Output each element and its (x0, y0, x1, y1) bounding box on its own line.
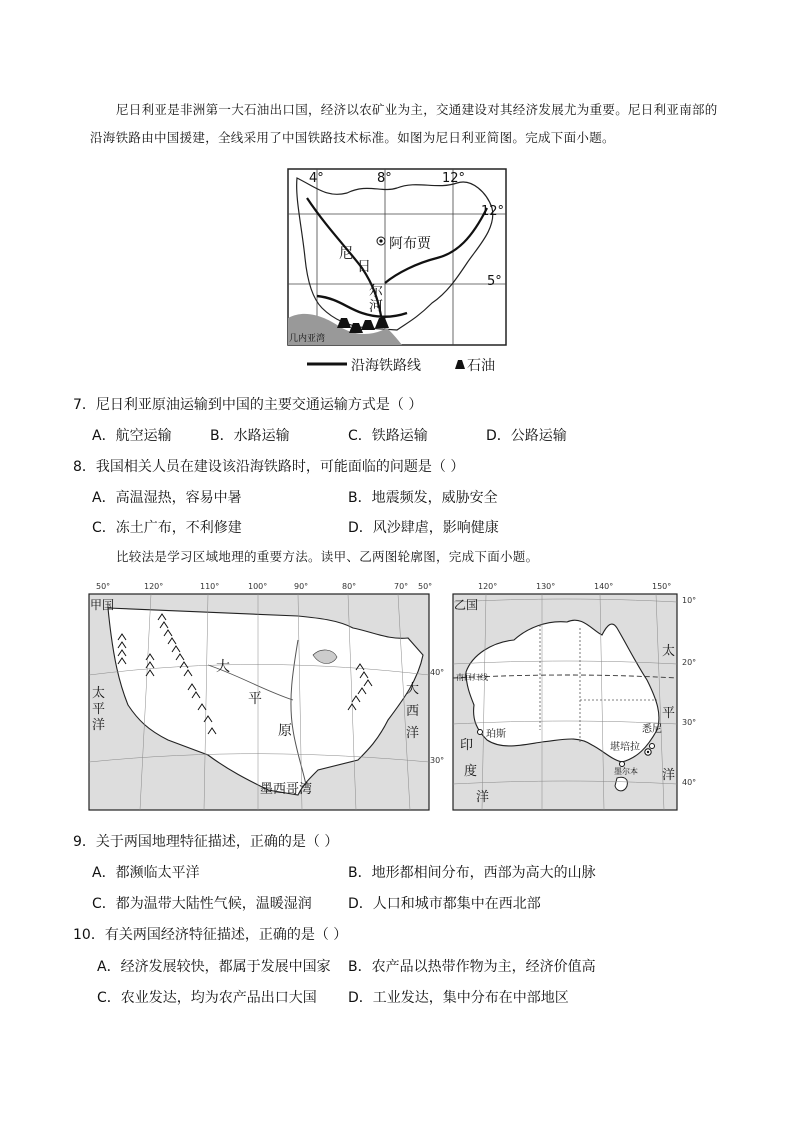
plain-char-2: 平 (248, 691, 262, 707)
atlantic-char-3: 洋 (406, 726, 420, 741)
gulf-mexico-label: 墨西哥湾 (260, 782, 313, 797)
usa-map-title: 甲国 (90, 598, 115, 612)
q9-option-d[interactable]: D．人口和城市都集中在西北部 (348, 896, 541, 912)
city-perth: 珀斯 (486, 729, 506, 740)
q8-option-c[interactable]: C．冻土广布，不利修建 (92, 520, 242, 536)
legend-railway-label: 沿海铁路线 (351, 358, 421, 374)
usa-lon-50e: 50° (418, 582, 433, 591)
q7-option-b[interactable]: B．水路运输 (210, 428, 290, 444)
usa-map (88, 580, 445, 812)
lon-label-4: 4° (309, 171, 324, 186)
q7-option-d[interactable]: D．公路运输 (486, 428, 567, 444)
aus-lat-30: 30° (682, 718, 697, 727)
aus-pacific-char-2: 平 (662, 706, 676, 721)
q9-option-c[interactable]: C．都为温带大陆性气候，温暖湿润 (92, 896, 312, 912)
aus-pacific-char-3: 洋 (662, 768, 676, 783)
usa-lon-120: 120° (144, 582, 164, 591)
australia-map (452, 580, 712, 812)
indian-char-1: 印 (460, 738, 474, 753)
aus-pacific-char-1: 太 (662, 644, 676, 659)
q8-option-d[interactable]: D．风沙肆虐，影响健康 (348, 520, 499, 536)
usa-lon-50w: 50° (96, 582, 111, 591)
gulf-guinea-label: 几内亚湾 (289, 334, 326, 344)
aus-lat-40: 40° (682, 778, 697, 787)
city-canberra: 堪培拉 (610, 742, 640, 753)
usa-lon-70: 70° (394, 582, 409, 591)
usa-lat-40: 40° (430, 668, 445, 677)
usa-lon-90: 90° (294, 582, 309, 591)
pacific-char-1: 太 (92, 686, 106, 701)
q8-option-b[interactable]: B．地震频发，威胁安全 (348, 490, 498, 506)
aus-lon-120: 120° (478, 582, 498, 591)
question-9-stem: 9．关于两国地理特征描述，正确的是（ ） (73, 834, 339, 850)
q9-option-a[interactable]: A．都濒临太平洋 (92, 865, 200, 881)
question-8-stem: 8．我国相关人员在建设该沿海铁路时，可能面临的问题是（ ） (73, 459, 465, 475)
city-sydney: 悉尼 (642, 724, 662, 735)
river-char-2: 日 (357, 259, 371, 275)
intro-paragraph-1: 尼日利亚是非洲第一大石油出口国，经济以农矿业为主，交通建设对其经济发展尤为重要。尼日利亚南部的沿海铁路由中国援建，全线采用了中国铁路技术标准。如图为尼日利亚简图。完成下面小题。 (90, 102, 718, 145)
q9-option-b[interactable]: B．地形都相间分布，西部为高大的山脉 (348, 865, 596, 881)
q10-option-c[interactable]: C．农业发达，均为农产品出口大国 (97, 990, 317, 1006)
lat-label-5: 5° (487, 274, 502, 289)
q8-option-a[interactable]: A．高温湿热，容易中暑 (92, 490, 242, 506)
aus-lat-20: 20° (682, 658, 697, 667)
intro-paragraph-2: 比较法是学习区域地理的重要方法。读甲、乙两图轮廓图，完成下面小题。 (116, 549, 539, 564)
atlantic-char-1: 大 (406, 682, 420, 697)
indian-char-3: 洋 (476, 790, 490, 805)
usa-lon-110: 110° (200, 582, 220, 591)
lat-label-12: 12° (481, 204, 505, 219)
city-melbourne: 墨尔本 (614, 767, 638, 776)
usa-lat-30: 30° (430, 756, 445, 765)
legend-oil-label: 石油 (467, 358, 495, 374)
tropic-label: 南回归线 (456, 673, 488, 682)
q10-option-b[interactable]: B．农产品以热带作物为主，经济价值高 (348, 959, 596, 975)
aus-lat-10: 10° (682, 596, 697, 605)
lon-label-12: 12° (442, 171, 466, 186)
lon-label-8: 8° (377, 171, 392, 186)
usa-lon-80: 80° (342, 582, 357, 591)
aus-lon-130: 130° (536, 582, 556, 591)
oil-legend-icon (455, 360, 465, 369)
nigeria-map-svg (287, 168, 509, 376)
atlantic-char-2: 西 (406, 704, 420, 719)
aus-lon-150: 150° (652, 582, 672, 591)
q7-option-a[interactable]: A．航空运输 (92, 428, 172, 444)
indian-char-2: 度 (464, 764, 478, 779)
city-abuja: 阿布贾 (389, 236, 431, 252)
pacific-char-3: 洋 (92, 718, 106, 733)
q10-option-a[interactable]: A．经济发展较快，都属于发展中国家 (97, 959, 331, 975)
river-char-3: 尔 (369, 284, 383, 300)
plain-char-3: 原 (278, 723, 292, 739)
question-7-stem: 7．尼日利亚原油运输到中国的主要交通运输方式是（ ） (73, 397, 423, 413)
pacific-char-2: 平 (92, 702, 106, 717)
river-char-4: 河 (369, 299, 383, 315)
question-10-stem: 10．有关两国经济特征描述，正确的是（ ） (73, 927, 348, 943)
river-char-1: 尼 (339, 246, 353, 262)
australia-map-title: 乙国 (454, 598, 479, 612)
plain-char-1: 大 (216, 659, 230, 675)
nigeria-map (287, 168, 509, 376)
q10-option-d[interactable]: D．工业发达，集中分布在中部地区 (348, 990, 569, 1006)
q7-option-c[interactable]: C．铁路运输 (348, 428, 428, 444)
usa-lon-100: 100° (248, 582, 268, 591)
aus-lon-140: 140° (594, 582, 614, 591)
